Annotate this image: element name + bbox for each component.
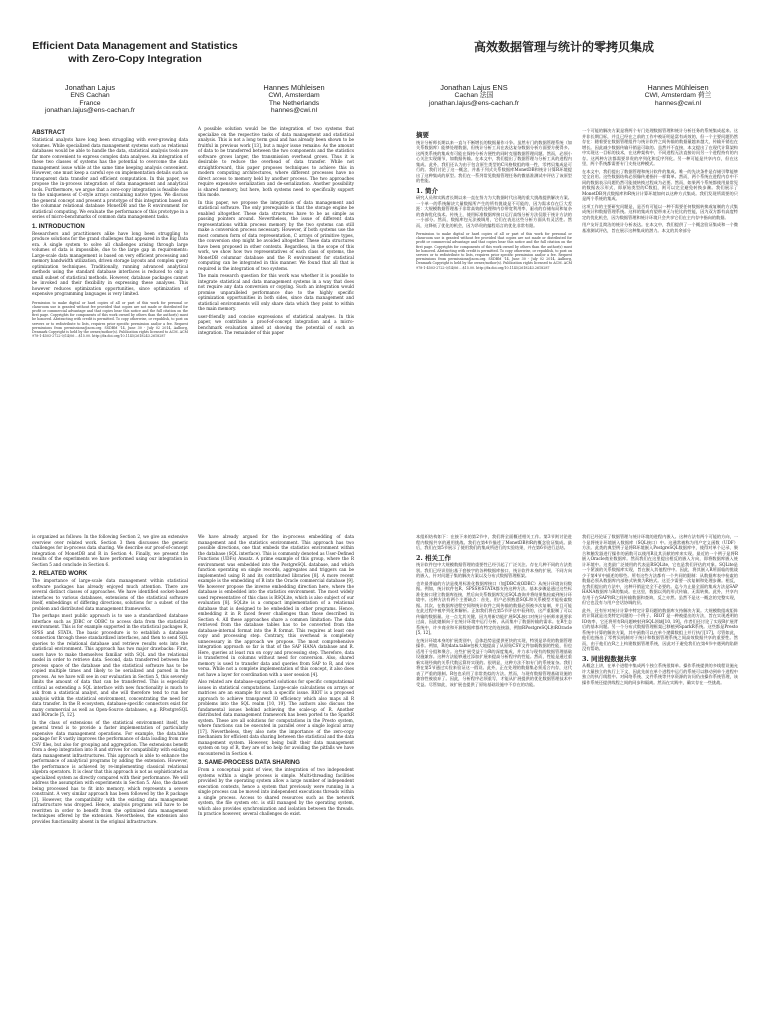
page-4-chinese [384, 512, 768, 1024]
permission-notice: Permission to make digital or hard copies of all or part of this work for personal or classroom use is granted without fee provided that copies are not made or distributed for profit or commercial advantage and that copies bear this notice and the full citation on the first page. Copyrights for components of this work owned by others than the author(s) must be honored. Abstracting with credit is permitted. To copy otherwise, or republish, to post on servers or to redistribute to lists, requires prior specific permission and/or a fee. Request permissions from permissions@acm.org. SSDBM '14, June 30 - July 02 2014, Aalborg, Denmark Copyright is held by the owner/author(s). Publication rights licensed to ACM. ACM 978-1-4503-2722-0/14/06 ...$15.00. http://dx.doi.org/10.1145/2618243.2618287 [416, 232, 572, 270]
author-affiliation: CWI, Amsterdam 荷兰 [644, 91, 712, 99]
author-block [20, 84, 364, 115]
body-text: A possible solution would be the integration of two systems that specialize on the respective tasks of data management and statistical analysis. This is not a long term goal and has already been shown to be fruitful in previous work [13], but a major issue remains: As the amount of data to be transferred between the two components and the statistics software grows larger, the transmission overhead grows. Thus it is desirable to reduce the overhead of data transfer. While not straightforward, this paper proposes techniques to achieve this in modern computing architectures, where different processes have no direct access to memory held by another process. The two approaches require expensive serialization and de-serialization. Another possibility is shared memory, but here, both systems need to specifically support this mode. [198, 126, 354, 197]
body-text: From a conceptual point of view, the integration of two independent systems within a single process is simple. Multi-threading facilities provided by the operating system allow a large number of independent execution contexts, hence a system that previously were running in a single process can be moved into independent executions threads within a single process. Access to shared resources such as the network system, the file system etc. is still managed by the operating system, which also provides synchronization and isolation between the threads. In practice however, several challenges do exist. [198, 767, 354, 816]
author-1 [20, 84, 160, 115]
section-heading: 1. 简介 [416, 186, 439, 195]
left-column [32, 126, 188, 342]
paper-title: Efficient Data Management and Statistics with Zero-Copy Integration [32, 40, 238, 65]
body-text: 在统计环境本身的扩展类别中，总体趋势是提供更快的实现，特别是昂贵的数据管理操作。例如，R的data.table包极大地提高了从原始CSV文件加载数据的性能，但也适用于分组和聚合。这些扩展受益于与R的深度集成，并力求与现有的数据管理基础设施兼容。这种方法能够通过添加扩展来提高分析程序的性能。然而，性能是通过重新实现经典的关系代数运算符实现的。很明显，这种方法不如专门的系统复杂。我们将在第5节通过实验来验证这一假设。此外，正在处理的数据集必须适合内存，这代表了严重的限制。R包也采用了非常类似的方法。然而，与现有数据管理基础设施的兼容性被放弃了。因此，分析程序必须重写，才能从扩展提供的优化数据管理技术中受益。尽管如此，该扩展也提供了原始基础设施中不存在的功能。 [416, 637, 572, 687]
author-affiliation: ENS Cachan [70, 91, 110, 99]
body-text: The perhaps most public approach is to use a standardized database interface such as JDBC or ODBC to access data from the statistical environment. This is for example supported in the statistical packages R, SPSS and STATA. The basic procedure is to establish a database connection through these standardized interfaces, and then to send SQL queries to the relational database and retrieve results sets into the statistical environment. This approach has two major drawbacks: First, users have to make themselves familiar with SQL and the relational model in order to retrieve data. Second, data transferred between the process space of the database and the statistical software has to be copied multiple times and likely to be serialized and parsed in the process. As we have will see in our evaluation in Section 5, this severely limits the amount of data that can be transferred. This is especially critical as extending a SQL interface with new functionality is much to ask from a statistical analyst, and she will therefore tend to run her analysis within the statistical environment, concentrating the need for data transfer. In the R ecosystem, database-specific connectors exist for many commercial as well as Open-Source databases, e.g. RPostgreSQL and ROracle [5, 12]. [32, 613, 188, 717]
body-text: 这项工作的主要研究问题是，是否有可能以一种不需要任何数据转换或复制的方式集成统计和数据管理系统。这样的集成有望带来无与伦比的性能，因为双方都有高度特定的优化机会，因为数据管理和统计环境只会共享它们在主内存中指向的数据。 [582, 203, 738, 220]
permission-notice: Permission to make digital or hard copies of all or part of this work for personal or classroom use is granted without fee provided that copies are not made or distributed for profit or commercial advantage and that copies bear this notice and the full citation on the first page. Copyrights for components of this work owned by others than the author(s) must be honored. Abstracting with credit is permitted. To copy otherwise, or republish, to post on servers or to redistribute to lists, requires prior specific permission and/or a fee. Request permissions from permissions@acm.org. SSDBM '14, June 30 - July 02 2014, Aalborg, Denmark Copyright is held by the owner/author(s). Publication rights licensed to ACM. ACM 978-1-4503-2722-0/14/06 ...$15.00. http://dx.doi.org/10.1145/2618243.2618287 [32, 300, 188, 339]
abstract-text: 统计分析师长期以来一直与不断增长的数据量作斗争。虽然专门的数据管理系统（如关系数据库）能够处理数据，但统计分析工具在表达复杂数据分析方面要方便得多。这两类系统的集成有可能在保持分析方便性的同时克服数据管理问题。然而，必须小心关注实现细节，如数据传输。在本文中，我们提出了数据管理与分析工具的进程内集成。此外，我们还认为由于包含原生类型的C风格数组的唯一性，零拷贝集成是可行的。我们讨论了这一概念，并基于列式关系数据库MonetDB和统计计算R环境提出了这种集成的原型。我们在一系列常见数据管理任务的微基准测试中评估了该原型的性能。 [416, 139, 572, 183]
body-text: Also related are database-supported solutions for specific computational issues in statistical computations. Large-scale calculations on arrays or matrices are an example for such a specific issue. RIOT is a proposed approach to achieve transparent IO efficiency which also maps all R problems into the SQL realm [10, 19]. The authors also discuss the fundamental issues behind achieving the scale-up of R. Another distributed data management framework has been ported to the SparkR system. These are all solutions for computations in the Presto system, where functions can be executed in parallel over a single logical array [17]. Nevertheless, they also note the importance of the zero-copy mechanism for efficient data sharing between the statistical and the data management system. However, being built their data management system on top of R, they are of no help for avoiding the pitfalls we have encountered in Section 4. [198, 679, 355, 756]
author-name: Jonathan Lajus ENS [440, 83, 508, 92]
body-text: 我们已经论证了数据管理与统计环境的进程内嵌入。这种方法有两个可能的方向，一个是将统计环境嵌入数据库（SQL接口）中。这通常被称为用户定义函数（UDF）方法。此类的典型例子是将R环境嵌入PostgreSQL数据库中，使得对单个记录、聚合和触发器进行操作的函数可以使用R及其贡献的库来实现。最近的一个例子是将R嵌入Oracle商业数据库。然而我们在这里提出相反的嵌入方向，即将数据库嵌入统计环境中。这类最广泛使用的代表是RSQLite，它也是我们评估的对象。SQLite是一个紧凑的关系数据库实现，旨在嵌入其他程序中。因此，将其嵌入R所面临的挑战少于第4节中描述的那些。所有这些方法都有一个共同的限制：从数据库表中检索的数据必须从数据库内部格式转换为R格式。这至少需要一次复制和处理步骤。相反，在我们提出的方法中，这种开销是完全不必要的。迄今为止最全面的集成方法是SAP HANA数据库与R的集成。在这里，数据以列的形式传输，无需转换。此外，共享内存用于在SAP和R之间传输数据和查询，反之亦然。虽然不是这一概念的完整实现，但它也没有与用户会话协调的层。 [582, 534, 738, 605]
author-country: France [79, 99, 101, 107]
body-text: 也许最普遍的方法是使用标准化数据库接口（如JDBC或ODBC）从统计环境访问数据。例如，统计软件包R、SPSS和STATA都支持这种方法。基本步骤是通过这些标准化接口建立数据库连接，然后向关系数据库发送SQL查询并将结果集检索到统计环境中。这种方法有两个主要缺点：首先，用户必须熟悉SQL和关系模型才能检索数据。其次，在数据库进程空间和统计软件之间传输的数据必须被多次复制，并且可能在此过程中被序列化和解析。正如我们将在第5节评估中看到的，这严重限制了可以传输的数据量。这一点尤其关键，因为用新功能扩展SQL接口对统计分析师来说要求过高，因此她倾向于在统计环境中运行分析，从而集中了数据传输的需求。在R生态系统中，许多商业和开源数据库都有特定的连接器，例如RPostgreSQL和ROracle [5, 12]。 [416, 580, 572, 635]
body-text: 从概念上讲，在单个进程中集成两个独立系统很简单。操作系统提供的多线程设施允许大量独立的执行上下文，因此先前在单个进程中运行的系统可以移动到单个进程中独立的执行线程中。对网络系统、文件系统等共享资源的访问仍由操作系统管理，该操作系统还提供线程之间的同步和隔离。然而在实践中，确实存在一些挑战。 [582, 663, 738, 685]
page-1-english [0, 0, 384, 512]
right-column [582, 128, 738, 235]
author-1 [404, 84, 544, 107]
author-name: Jonathan Lajus [64, 83, 116, 92]
left-column [416, 534, 572, 689]
right-column [198, 534, 354, 819]
author-email[interactable]: jonathan.lajus@ens-cachan.fr [428, 99, 520, 107]
right-column [198, 126, 354, 338]
paper-title: 高效数据管理与统计的零拷贝集成 [473, 40, 654, 54]
author-email[interactable]: jonathan.lajus@ens-cachan.fr [44, 107, 136, 115]
intro-text: 研究人员和实践者长期以来一直在努力为大数据时代出现的重大挑战提供解决方案。一个单一的系统解决大量数据所产生的所有挑战是不可能的，因为需求存在巨大差距：大规模数据管理基于非常高效的处理和内存带宽利用率、驱动的存储布局和复杂的查询优化技术。传统上，使用标准数据库接口运行高级分析方法仅限于统计方法的一小部分。然而，数据库包无法被调用，它们在表达这些分析方面具有灵活性。然而，这降低了优化的机会，因为昂贵的编程语言的优化非常有限。 [416, 195, 572, 228]
left-column [416, 128, 572, 273]
author-country: The Netherlands [268, 99, 320, 107]
body-text: 统计软件包中大规模数据管理的重要性已经引起了广泛关注。存在几种不同的方法类别。我们已经识别出基于套接字的各种数据库接口、统计软件本身的扩展、不同方向的嵌入、针对问题子集的解决方案以及分布式数据管理框架。 [416, 562, 572, 578]
author-block [404, 84, 748, 107]
page-3-english [0, 512, 384, 1024]
body-text: 此外，还有针对统计计算中特定计算问题的数据库支持解决方案。大规模数组或矩阵的计算就是这类特定问题的一个例子。RIOT 是一种被提出的方法，旨在实现透明的IO效率，它还将所有R问题映射到SQL领域[10, 19]。作者们还讨论了实现R扩展背后的基本问题。另一个分布式数据管理框架已移植到SparkR系统。这些都是Presto系统中计算的解决方案，其中函数可以在单个逻辑数组上并行执行[17]。尽管如此，他们也指出了零拷贝机制对于统计和数据管理系统之间高效数据共享的重要性。然而，由于他们在R之上构建数据管理系统，因此对于避免我们在第4节中遇到的陷阱没有帮助。 [582, 607, 738, 651]
author-name: Hannes Mühleisen [263, 83, 325, 92]
section-heading: 2. RELATED WORK [32, 571, 88, 577]
author-email[interactable]: hannes@cwi.nl [270, 107, 318, 115]
section-heading: 3. SAME-PROCESS DATA SHARING [198, 760, 300, 766]
author-name: Hannes Mühleisen [647, 83, 709, 92]
abstract-heading: 摘要 [416, 131, 429, 139]
body-text: The main research question for this work was whether it is possible to integrate statistical and data management systems in a way that does not require any data conversion or copying. Such an integration would promise unparalleled performance due to the highly specific optimization opportunities in both sides, since data management and statistical environments will only share data which they point to within the main memory. [198, 273, 354, 311]
left-column [32, 534, 188, 826]
author-affiliation: CWI, Amsterdam [268, 91, 320, 99]
page-2-chinese [384, 0, 768, 512]
body-text: 用户友好且简洁的统计分析表达。在本文中，我们提供了一个概念验证集成和一个微基准测试评估，旨在展示这种集成的潜力。本文的其余部分 [582, 222, 738, 233]
abstract-text: Statistical analysts have long been struggling with ever-growing data volumes. While specialized data management systems such as relational databases would be able to handle the data, statistical analysis tools are far more convenient to express complex data analyses. An integration of these two classes of systems has the potential to overcome the data management issue while at the same time keeping analysis convenient. However, one must keep a careful eye on implementation details such as transparent data transfer and efficient computation. In this paper, we propose the in-process integration of data management and analytical tools. Furthermore, we argue that a zero-copy integration is feasible due to the uniqueness of C-style arrays containing native types. We discuss the general concept and present a prototype of this integration based on the columnar relational database MonetDB and the R environment for statistical computing. We evaluate the performance of this prototype in a series of micro-benchmarks of common data management tasks. [32, 137, 188, 219]
body-text: The importance of large-scale data management within statistical software packages has already enjoyed much attention. There are several distinct classes of approaches. We have identified socket-based interfaces to various databases, extensions of the statistical software itself, embeddings of differing directions, solutions for a subset of the problem and distributed data management frameworks. [32, 578, 188, 611]
body-text: 在本文中，我们提出了数据管理和统计软件的集成。唯一的先决条件是存储引擎能够完全启用。这些数据结构必须像传递指针一样简单。然而，两个系统在进程内存中不同的数据表示问题仍然可能使转换过程成为必要。然而，如果两个系统都使用最常见的数据表示形式，即原始类型的C数组，则可以完全避免转换步骤。我们展示了MonetDB列式数据库和R统计计算环境如何以这种方式集成。我们发现所需要的只是两个系统的集成。 [582, 168, 738, 201]
body-text: 本组织结构如下：在接下来的第2节中，我们将全面概述相关工作。第3节则讨论进程内数据共享的通用挑战。我们在第4节描述了MonetDB和R的概念验证集成。最后，我们在第5节展示了使用我们的集成所进行的实验结果，并在第6节进行总结。 [416, 534, 572, 550]
section-heading: 1. INTRODUCTION [32, 223, 85, 230]
body-text: user-friendly and concise expressions of statistical analyses. In this paper, we contribute a proof-of-concept integration and a micro-benchmark evaluation aimed at showing the potential of such an integration. The remainder of this paper [198, 313, 354, 335]
right-column [582, 534, 738, 687]
author-email[interactable]: hannes@cwi.nl [654, 99, 702, 107]
author-affiliation: Cachan 法国 [454, 91, 494, 99]
body-text: In the class of extensions of the statistical environment itself, the general trend is to provide a faster implementation of particularly expensive data management operations. For example, the data.table package for R vastly improves the performance of data loading from raw CSV files, but also for grouping and aggregation. The extensions benefit from a deep integration into R and strives for compatibility with existing data management infrastructures. This approach is able to enhance the performance of analytical programs by adding the extension. However, the performance is achieved by re-implementing classical relational algebra operators. It is clear that this approach is not as sophisticated as specialized system as directly compared with their performance. We will address the assumption with experiments in Section 5. Also, the dataset being processed has to fit into memory, which represents a severe constraint. A very similar approach has been followed by the R package [3]. However, the compatibility with the existing data management infrastructure was dropped. Hence, analysis programs will have to be rewritten in order to benefit from the optimized data management techniques offered by the extension. Nevertheless, the extension also provides functionality absent in the original infrastructure. [32, 719, 188, 824]
section-heading: 3. 同进程数据共享 [582, 654, 637, 663]
intro-text: Researchers and practitioners alike have long been struggling to produce solutions for the grand challenges that appeared in the Big Data era. A single system to solve all challenges arising through large volumes of data is impossible, due to the large gap in requirements: Large-scale data management is based on very efficient processing and memory bandwidth utilization, driven storage layouts and complex query optimization techniques. Traditionally, running advanced analytical methods using the standard database interfaces is reduced to only a small subset of statistical methods. However, database packages cannot be invoked and their flexibility in expressing these analyses. This however reduces optimization opportunities, since optimization of expensive programming languages is very limited. [32, 230, 188, 296]
body-text: We have already argued for the in-process embedding of data management and the statistics environment. This approach has two possible directions, one that embeds the statistics environment within the database (SQL interface). This is commonly denoted as User-Defined Functions (UDFs) Ansatz. A prime example of this group, where the R environment was embedded into the PostgreSQL database, and which function operating on single records, aggregates and triggers can be implemented using R and its contributed libraries [8]. A more recent example is the embedding of R into the Oracle commercial database [9]. We however propose the inverse embedding direction here, where the database is embedded into the statistics environment. The most widely used representative of this class is RSQLite, which is also subject of our evaluation [8]. SQLite is a compact implementation of a relational database that is designed to be embedded in other programs. Hence, embedding it in R faced fewer challenges than those described in Section 4. All these approaches share a common limitation: The data retrieved from the database tables has to be converted from the database-internal format into the R format. This requires at least one copy and processing step. Contrary, this overhead is completely unnecessary in the approach we propose. The most comprehensive integration approach so far is that of the SAP HANA database and R. Here, queries at least run on copy and processing step. Therefore, data is transferred in columns without need for conversion. Also, shared memory is used to transfer data and queries from SAP to R, and vice versa. While not a complete implementation of this concept, it also does not have a layer for coordination with a user session [4]. [198, 534, 354, 677]
author-2 [224, 84, 364, 115]
author-2 [608, 84, 748, 107]
body-text: is organized as follows: In the following Section 2, we give an extensive overview over related work. Section 3 then discusses the generic challenges for in-process data sharing. We describe our proof-of-concept integration of MonetDB and R in Section 4. Finally, we present the results of the experiments we have performed using our integration in Section 5 and conclude in Section 6. [32, 534, 188, 567]
section-heading: 2. 相关工作 [416, 553, 452, 562]
body-text: In this paper, we propose the integration of data management and statistical software. The only prerequisite is that the storage engine be enabled altogether. These data structures have to be as simple as passing pointers around. Nevertheless, the issue of different data representations within process memory by the two systems can still make a conversion process necessary. However, if both systems use the most common form of data representation, C arrays of primitive types, the conversion step might be avoided altogether. These data structures have been proposed in other contexts. Regardless, in the scope of this work, we show how two representatives of each class of systems, the MonetDB columnar database and the R environment for statistical computing can be integrated in this manner. We found that all that is required is the integration of two systems. [198, 199, 354, 271]
abstract-heading: ABSTRACT [32, 130, 65, 136]
body-text: 一个可能的解决方案是将两个专门处理数据管理和统计分析任务的系统集成起来。这并非长期目标，并且已经在之前的工作中被证明是富有成效的，但一个主要问题仍然存在：随着要在数据管理组件与统计软件之间传输的数据量越来越大，传输开销也在增长。因此减少数据传输开销是可取的。虽然并不直接，本文提出了在现代计算架构中实现这一目标的技术，在这种架构中，不同进程无法直接访问另一个进程持有的内存。这两种方法都需要昂贵的序列化和反序列化。另一种可能是共享内存，但在这里，两个系统都需要专门支持这种模式。 [582, 128, 738, 166]
